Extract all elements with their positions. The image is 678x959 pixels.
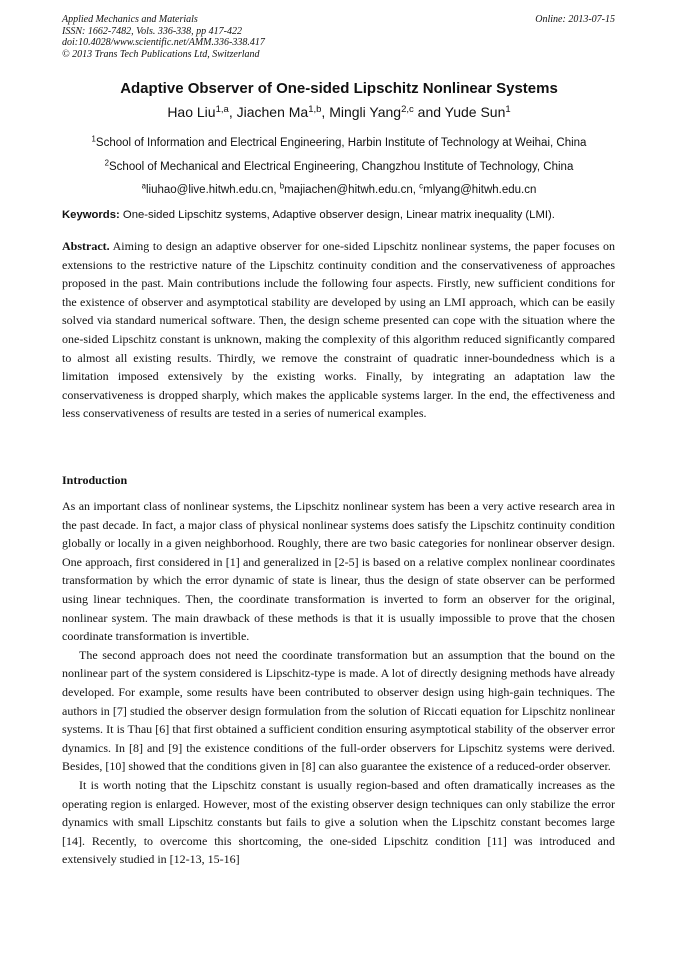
paragraph: As an important class of nonlinear systems, the Lipschitz nonlinear system has been a very active research area in the past decade. In fact, a major class of physical nonlinear systems does satisfy the Lipschitz continuity condition globally or locally in a given neighborhood. Roughly, there are two basic categories for nonlinear observer design. One approach, first considered in [1] and generalized in [2-5] is based on a relative complex nonlinear coordinates transformation by which the error dynamic of state is linear, thus the design of state observer can be performed using linear techniques. Then, the coordinate transformation is inverted to form an observer for the original, nonlinear system. The main drawback of these methods is that it is usually impossible to prove that the chosen coordinate transformation is invertible.: [62, 499, 615, 644]
issn-line: ISSN: 1662-7482, Vols. 336-338, pp 417-422: [62, 25, 242, 37]
abstract-label: Abstract.: [62, 239, 110, 253]
paper-title: Adaptive Observer of One-sided Lipschitz Nonlinear Systems: [120, 80, 558, 97]
keywords-label: Keywords:: [62, 209, 120, 221]
affiliation-2: $^2$School of Mechanical and Electrical Engineering, Changzhou Institute of Technology, China: [104, 158, 574, 173]
paragraph: It is worth noting that the Lipschitz constant is usually region-based and often dramatically increases as the operating region is enlarged. However, most of the existing observer design techniques can only stabilize the error dynamics with small Lipschitz constants but fails to give a solution when the Lipschitz constant becomes large [14]. Recently, to overcome this shortcoming, the one-sided Lipschitz condition [11] was introduced and extensively studied in [12-13, 15-16]: [62, 777, 615, 867]
journal-name: Applied Mechanics and Materials: [62, 14, 198, 25]
section-heading-introduction: Introduction: [62, 473, 128, 487]
author: Hao Liu$^{1,a}$: [167, 103, 229, 120]
online-date: Online: 2013-07-15: [535, 14, 615, 25]
affiliation-1: $^1$School of Information and Electrical Engineering, Harbin Institute of Technology at Weihai, China: [91, 134, 587, 149]
paragraph: The second approach does not need the coordinate transformation but an assumption that the bound on the nonlinear part of the system considered is Lipschitz-type is made. A lot of directly designing methods have already developed. For example, some results have been contributed to observer design using high-gain techniques. The authors in [7] studied the observer design formulation from the solution of Riccati equation for Lipschitz nonlinear systems. It is Thau [6] that first obtained a sufficient condition ensuring asymptotical stability of the observer error dynamics. In [8] and [9] the existence conditions of the full-order observers for Lipschitz systems were derived. Besides, [10] showed that the conditions given in [8] can also guarantee the existence of a reduced-order observer.: [62, 647, 615, 774]
author: Jiachen Ma$^{1,b}$: [236, 103, 322, 120]
introduction-body: [62, 497, 615, 869]
author: Mingli Yang$^{2,c}$: [329, 103, 414, 120]
abstract-text: Aiming to design an adaptive observer for one-sided Lipschitz nonlinear systems, the paper focuses on extensions to the restrictive nature of the Lipschitz continuity condition and the conservativeness of approaches proposed in the past. Main contributions include the following four aspects. Firstly, new sufficient conditions for the existence of observer and asymptotical stability are developed by using an LMI approach, which can be easily solved via standard numerical software. Then, the design scheme presented can cope with the situation where the one-sided Lipschitz constant is unknown, making the complexity of this algorithm reduced significantly compared to almost all existing results. Thirdly, we remove the constraint of quadratic inner-boundedness which is a limitation imposed extensively by the existing works. Finally, by integrating an adaptation law the conservativeness is dropped sharply, which makes the applicable systems larger. In the end, the effectiveness and less conservativeness of results are tested in a series of numerical examples.: [62, 239, 615, 421]
abstract: [62, 237, 615, 423]
keywords: [62, 209, 622, 221]
author-list: Hao Liu$^{1,a}$, Jiachen Ma$^{1,b}$, Mingli Yang$^{2,c}$ and Yude Sun$^1$: [167, 103, 511, 120]
copyright-line: © 2013 Trans Tech Publications Ltd, Switzerland: [62, 48, 260, 60]
keywords-text: One-sided Lipschitz systems, Adaptive observer design, Linear matrix inequality (LMI).: [119, 209, 555, 221]
author-emails: $^a$liuhao@live.hitwh.edu.cn, $^b$majiachen@hitwh.edu.cn, $^c$mlyang@hitwh.edu.cn: [141, 181, 537, 196]
journal-header: [62, 14, 615, 60]
author: Yude Sun$^1$: [444, 103, 511, 120]
doi-line: doi:10.4028/www.scientific.net/AMM.336-338.417: [62, 37, 265, 48]
